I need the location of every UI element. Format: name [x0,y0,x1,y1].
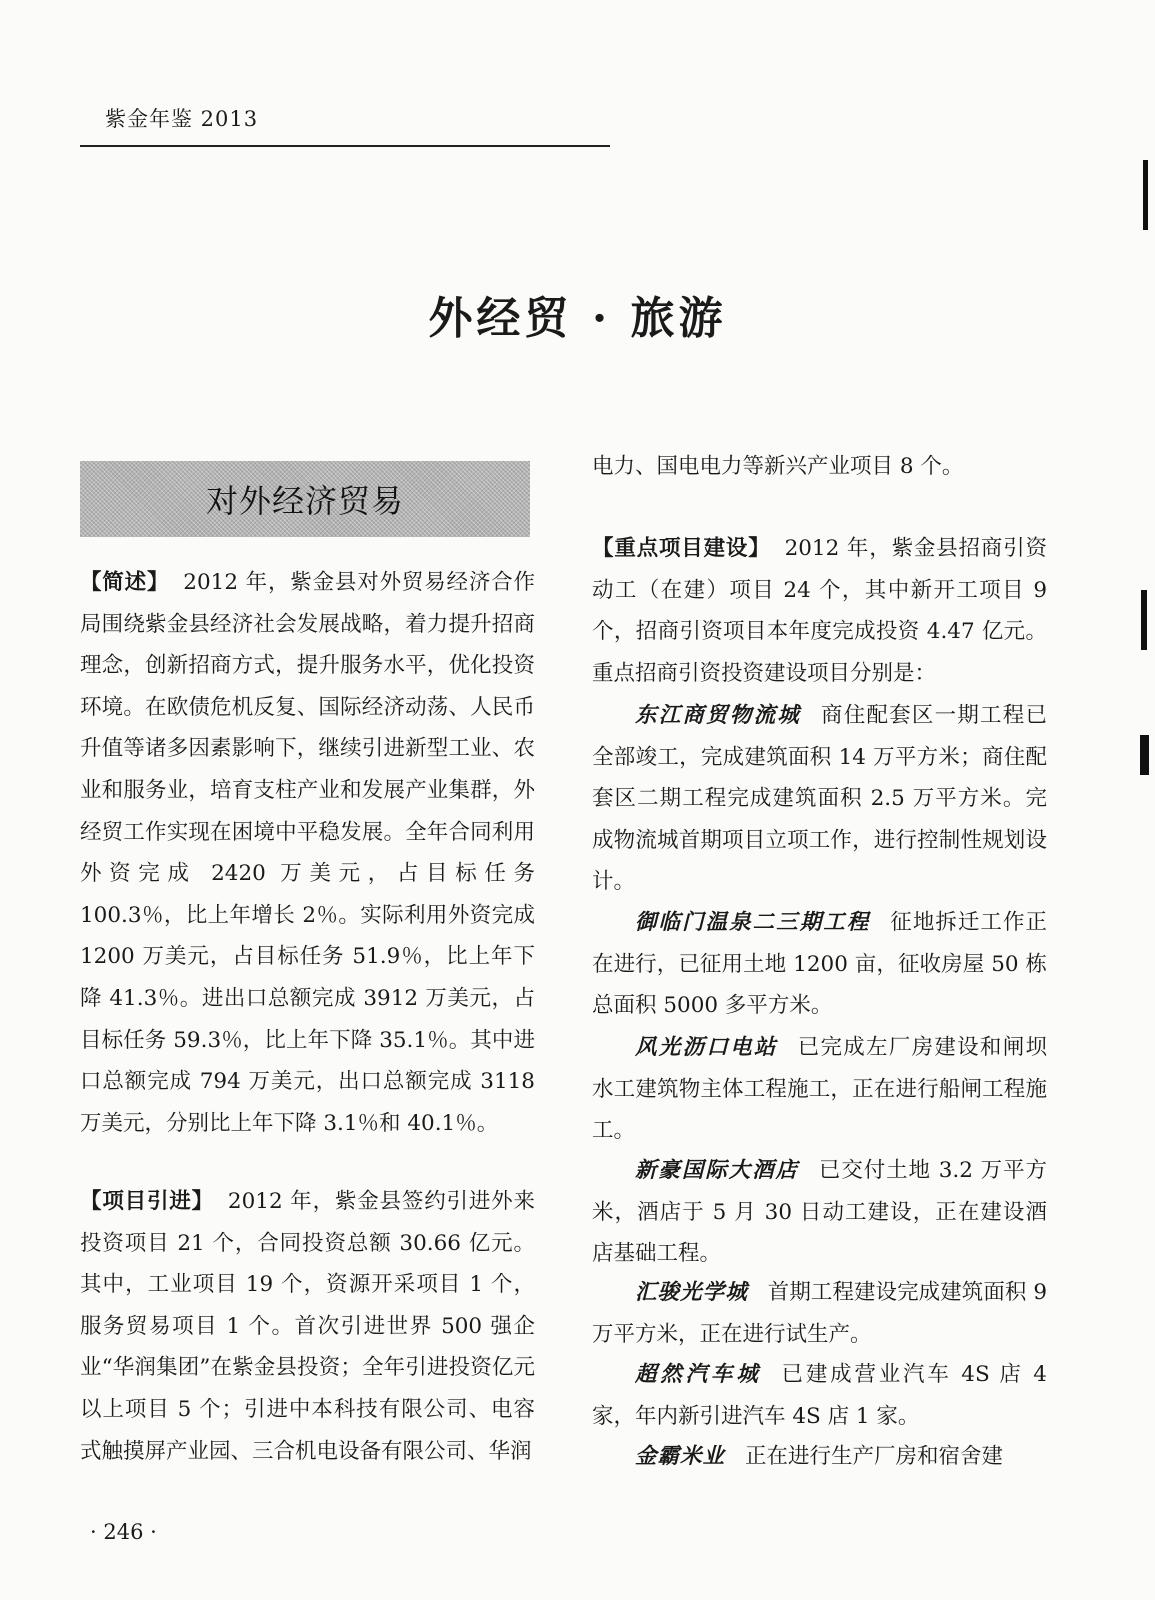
project-name: 风光沥口电站 [635,1035,778,1060]
section-heading-box [80,461,530,537]
project-item [592,1272,1047,1355]
project-introduction-tag: 【项目引进】 [80,1189,214,1214]
project-name: 超然汽车城 [635,1362,762,1387]
key-projects-text: 2012 年，紫金县招商引资动工（在建）项目 24 个，其中新开工项目 9 个，招商引资项目本年度完成投资 4.47 亿元。重点招商引资投资建设项目分别是： [592,536,1047,686]
project-text: 首期工程建设完成建筑面积 9 万平方米，正在进行试生产。 [592,1280,1047,1347]
page-number: · 246 · [90,1520,157,1544]
scan-edge-mark [1143,160,1148,230]
project-text: 商住配套区一期工程已全部竣工，完成建筑面积 14 万平方米；商住配套区二期工程完成建筑面积 2.5 万平方米。完成物流城首期项目立项工作，进行控制性规划设计。 [592,703,1047,895]
header-rule [80,145,610,147]
chapter-title: 外经贸 · 旅游 [428,293,727,344]
section-heading: 对外经济贸易 [205,482,404,520]
paragraph-project-introduction [80,1181,535,1472]
key-projects-tag: 【重点项目建设】 [592,536,771,561]
paragraph-key-projects [592,528,1047,694]
project-name: 新豪国际大酒店 [635,1158,799,1183]
project-name: 东江商贸物流城 [635,703,802,728]
paragraph-continuation: 电力、国电电力等新兴产业项目 8 个。 [592,454,964,479]
project-item [592,1150,1047,1275]
project-item [592,1354,1047,1437]
project-name: 御临门温泉二三期工程 [635,910,871,935]
project-text: 征地拆迁工作正在进行，已征用土地 1200 亩，征收房屋 50 栋总面积 5000 多平方米。 [592,910,1047,1019]
scan-edge-mark [1140,735,1149,775]
scan-edge-mark [1141,590,1147,650]
paragraph-overview [80,562,535,1144]
project-item [592,1027,1047,1152]
project-item [592,902,1047,1027]
project-name: 汇骏光学城 [635,1280,748,1305]
project-text: 已建成营业汽车 4S 店 4 家，年内新引进汽车 4S 店 1 家。 [592,1362,1047,1429]
overview-text: 2012 年，紫金县对外贸易经济合作局围绕紫金县经济社会发展战略，着力提升招商理念，创新招商方式，提升服务水平，优化投资环境。在欧债危机反复、国际经济动荡、人民币升值等诸多因素影响下，继续引进新型工业、农业和服务业，培育支柱产业和发展产业集群，外经贸工作实现在困境中平稳发展。全年合同利用外资完成 2420 万美元，占目标任务 100.3％，比上年增长 2％。实际利用外资完成 1200 万美元，占目标任务 51.9％，比上年下降 41.3％。进出口总额完成 3912 万美元，占目标任务 59.3％，比上年下降 35.1％。其中进口总额完成 794 万美元，出口总额完成 3118 万美元，分别比上年下降 3.1％和 40.1％。 [80,570,535,1136]
project-name: 金霸米业 [635,1444,726,1469]
overview-tag: 【简述】 [80,570,170,595]
project-text: 已交付土地 3.2 万平方米，酒店于 5 月 30 日动工建设，正在建设酒店基础工程。 [592,1158,1047,1267]
project-text: 已完成左厂房建设和闸坝水工建筑物主体工程施工，正在进行船闸工程施工。 [592,1035,1047,1144]
project-item [592,1436,1003,1478]
project-text: 正在进行生产厂房和宿舍建 [745,1444,1004,1469]
project-item [592,695,1047,903]
running-header: 紫金年鉴 2013 [105,107,259,131]
project-introduction-text: 2012 年，紫金县签约引进外来投资项目 21 个，合同投资总额 30.66 亿元。其中，工业项目 19 个，资源开采项目 1 个，服务贸易项目 1 个。首次引进世界 500 强企业“华润集团”在紫金县投资；全年引进投资亿元以上项目 5 个；引进中本科技有限公司、电容式触摸屏产业园、三合机电设备有限公司、华润 [80,1189,535,1464]
